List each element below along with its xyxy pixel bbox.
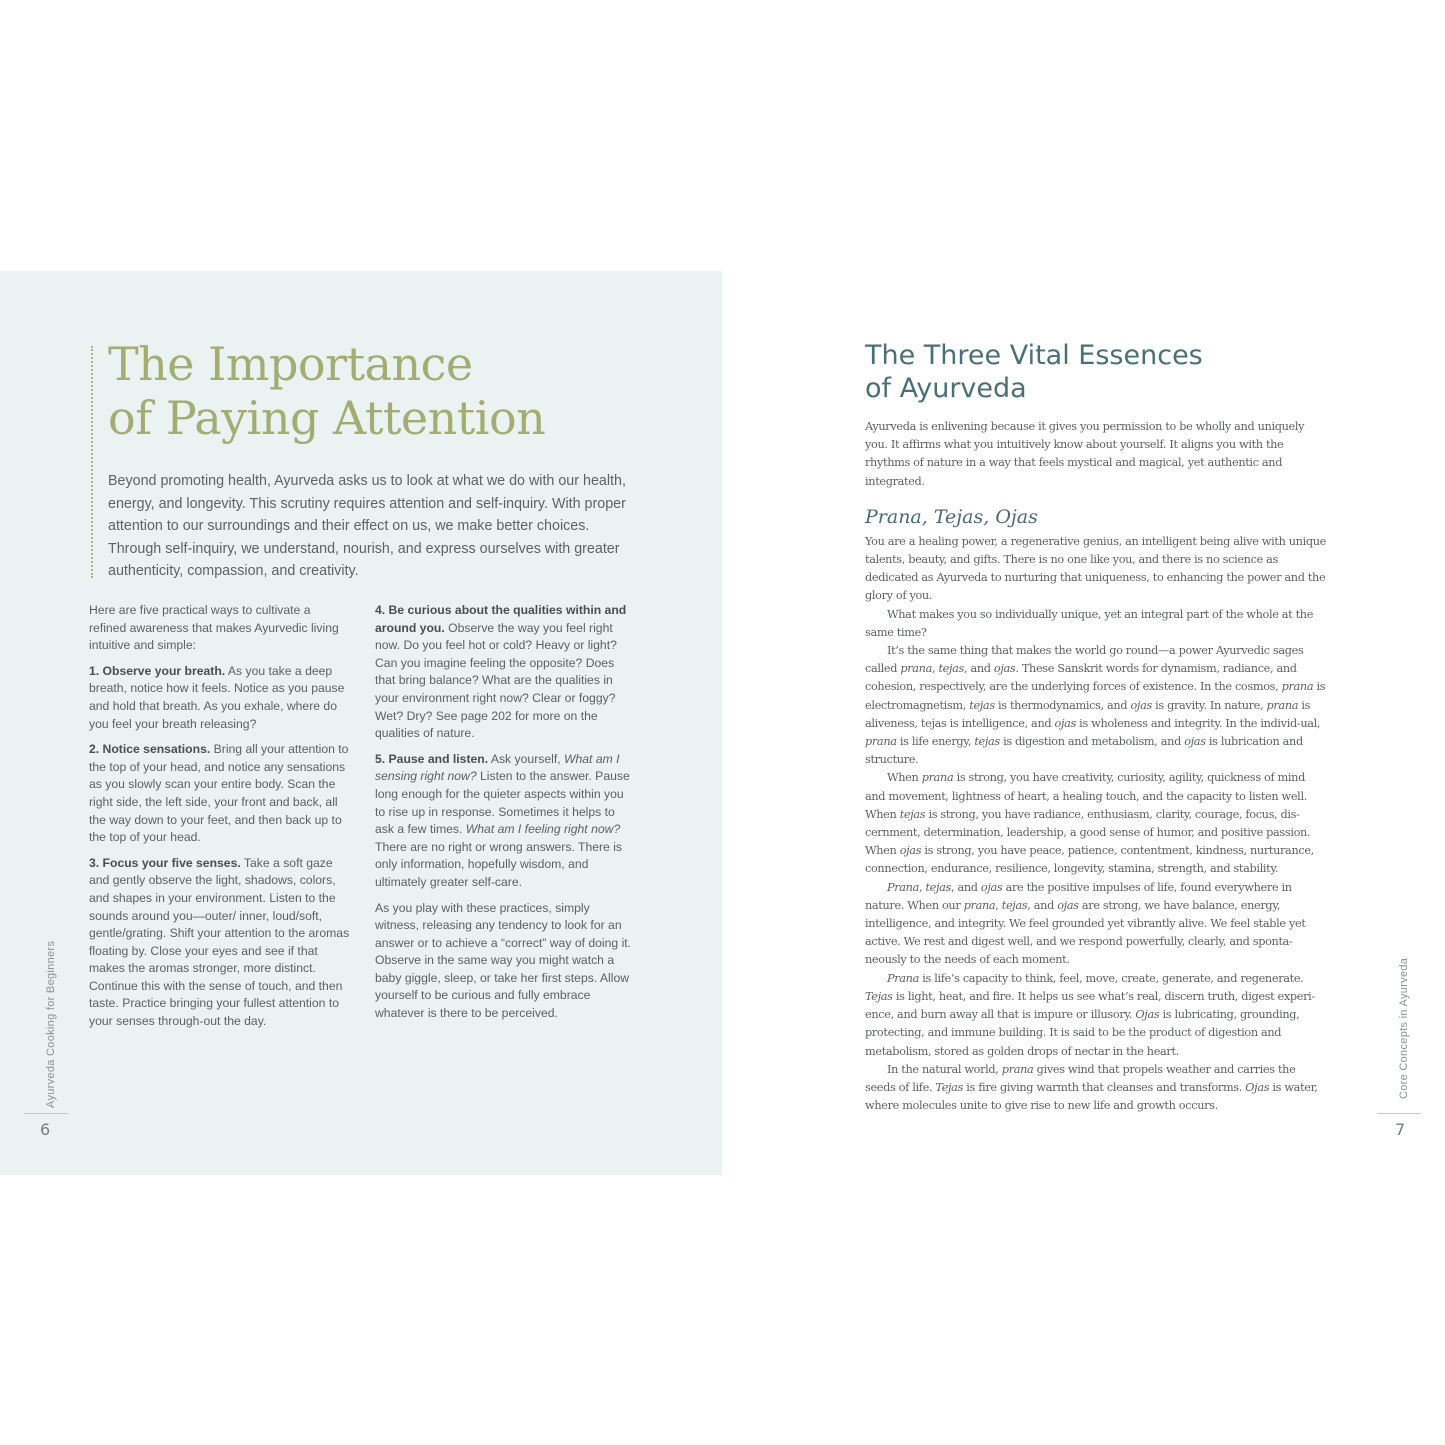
term-italic: tejas [899,807,926,821]
body-paragraph [865,879,1327,970]
term-italic: tejas [974,735,1000,749]
left-column-2 [375,602,637,1031]
term-italic: ojas [1057,898,1079,912]
item-text: There are no right or wrong answers. There is only information, hopefully wisdom, and ultimately greater self-care. [375,839,623,889]
text-run: is strong, you have radiance, enthusiasm, clarity, courage, focus, dis-cernment, determination, leadership, a good sense of humor, and positive passion. When [865,807,1311,858]
term-italic: prana [900,662,932,676]
running-head-left: Ayurveda Cooking for Beginners [45,940,57,1108]
term-italic: prana [865,735,897,749]
left-intro-paragraph: Beyond promoting health, Ayurveda asks us to look at what we do with our health, energy, and longevity. This scrutiny requires attention and self-inquiry. With proper attention to our surroundings and their effect on us, we make better choices. Through self-inquiry, we understand, nourish, and express ourselves with greater authenticity, compassion, and creativity. [108,473,626,580]
item-text: Observe the way you feel right now. Do you feel hot or cold? Heavy or light? Can you imagine feeling the opposite? Does that bring balance? What are the qualities in your environment right now? Clear or foggy? Wet? Dry? See page 202 for more on the qualities of nature. [375,620,617,741]
term-italic: ojas [1130,698,1152,712]
term-italic: prana [963,898,996,912]
text-run: is gravity. In nature, [1151,698,1267,712]
right-body [865,418,1327,1115]
term-italic: Ojas [1135,1008,1160,1022]
text-run: is lubrication and structure. [865,735,1303,767]
term-italic: Prana [887,971,919,985]
running-head-right: Core Concepts in Ayurveda [1398,957,1410,1099]
text-run: is wholeness and integrity. In the individ-ual, [1075,716,1321,730]
text-run: , and [1027,898,1058,912]
left-title-line-1: The Importance [108,337,473,391]
left-page-title [108,337,628,445]
text-run: In the natural world, [887,1062,1002,1076]
text-run: is thermodynamics, and [994,698,1131,712]
list-item [89,663,351,733]
term-italic: tejas [969,698,995,712]
term-italic: Tejas [935,1080,964,1094]
term-italic: tejas [925,880,951,894]
item-text: Listen to the answer. Pause long enough for the quieter aspects within you to rise up in response. Sometimes it helps to ask a few times. [375,769,630,837]
list-item [375,602,637,743]
list-item [375,751,637,892]
term-italic: prana [1266,698,1299,712]
closing-paragraph: As you play with these practices, simply witness, releasing any tendency to look for an answer or to achieve a “correct” way of doing it. Observe in the same way you might watch a baby giggle, sleep, or take her first steps. Allow yourself to be curious and fully embrace whatever is there to be perceived. [375,900,632,1021]
text-run: is strong, you have creativity, curiosity, agility, quickness of mind and movement, lightness of heart, a healing touch, and the capacity to listen well. When [865,771,1307,821]
text-run: are strong, we have balance, energy, intelligence, and integrity. We feel grounded yet vibrantly alive. We feel stable yet active. We rest and digest well, and we respond powerfully, clearly, and sponta-neously to the needs of each moment. [865,898,1306,967]
page-number-right: 7 [1395,1120,1406,1139]
book-spread [0,271,1445,1175]
body-paragraph [865,970,1327,1061]
text-run: gives wind that propels weather and carries the seeds of life. [865,1062,1296,1094]
right-page-title [865,339,1285,405]
left-column-1 [89,602,351,1039]
text-run: , [932,662,939,676]
text-run: is lubricating, grounding, protecting, and immune building. It is said to be the product of digestion and metabolism, stored as golden drops of nectar in the heart. [865,1008,1300,1058]
text-run: , [995,898,1002,912]
item-heading: 2. Notice sensations. [89,742,211,757]
right-intro-paragraph: Ayurveda is enlivening because it gives you permission to be wholly and uniquely you. It affirms what you intuitively know about yourself. It aligns you with the rhythms of nature in a way that feels mystical and magical, yet authentic and integrated. [865,420,1305,488]
body-paragraph [865,769,1327,878]
text-run: It’s the same thing that makes the world go round—a power Ayurvedic sages called [865,644,1304,676]
folio-rule-left [24,1113,68,1114]
item-text: As you take a deep breath, notice how it feels. Notice as you pause and hold that breath. As you exhale, where do you feel your breath releasing? [89,663,345,731]
text-run: is digestion and metabolism, and [999,735,1185,749]
folio-rule-right [1377,1113,1421,1114]
body-paragraph: What makes you so individually unique, yet an integral part of the whole at the same time? [865,607,1314,639]
item-heading: 4. Be curious about the qualities within and around you. [375,603,627,635]
text-run: is fire giving warmth that cleanses and transforms. [963,1080,1246,1094]
right-page [722,271,1445,1175]
term-italic: prana [1281,680,1314,694]
text-run: is electromagnetism, [865,680,1326,712]
item-text: Bring all your attention to the top of your head, and notice any sensations as you slowly scan your entire body. Scan the right side, the left side, your front and back, all the way down to your feet, and then back up to the top of your head. [89,742,349,845]
right-title-line-1: The Three Vital Essences [865,340,1203,371]
text-run: , and [964,662,994,676]
item-heading: 3. Focus your five senses. [89,855,241,870]
item-heading: 5. Pause and listen. [375,751,489,766]
term-italic: ojas [1184,735,1206,749]
text-run: When [887,771,922,785]
term-italic: Tejas [865,989,893,1003]
text-run: is life energy, [896,735,975,749]
text-run: is aliveness, tejas is intelligence, and [865,698,1311,730]
list-item [89,741,351,847]
page-number-left: 6 [40,1120,51,1139]
text-run: are the positive impulses of life, found everywhere in nature. When our [865,880,1292,912]
term-italic: tejas [1001,898,1028,912]
body-paragraph: You are a healing power, a regenerative genius, an intelligent being alive with unique talents, beauty, and gifts. There is no one like you, and there is no science as dedicated as Ayurveda to nurturing that uniqueness, to enhancing the power and the glory of you. [865,534,1327,603]
body-paragraph [865,1061,1327,1116]
text-run: , [919,880,926,894]
list-item [89,855,351,1031]
text-run: is water, where molecules unite to give rise to new life and growth occurs. [865,1080,1318,1113]
right-title-line-2: of Ayurveda [865,373,1027,404]
body-paragraph [865,642,1327,769]
term-italic: Ojas [1245,1080,1270,1094]
term-italic: ojas [993,662,1016,676]
lead-paragraph: Here are five practical ways to cultivate a refined awareness that makes Ayurvedic living intuitive and simple: [89,603,339,653]
term-italic: prana [1001,1062,1034,1076]
term-italic: ojas [980,880,1003,894]
text-run: is life’s capacity to think, feel, move, create, generate, and regenerate. [919,971,1304,985]
title-accent-rule [91,346,93,578]
section-subheading: Prana, Tejas, Ojas [865,505,1038,528]
item-text: Ask yourself, [488,751,564,766]
term-italic: ojas [1054,716,1076,730]
left-title-line-2: of Paying Attention [108,391,546,445]
term-italic: Prana [887,880,919,894]
item-text: Take a soft gaze and gently observe the light, shadows, colors, and shapes in your environment. Listen to the sounds around you—outer/ inner, loud/soft, gentle/grating. Shift your attention to the aromas floating by. Close your eyes and see if that makes the aromas stronger, more distinct. Continue this with the sense of touch, and then taste. Practice bringing your fullest attention to your senses through-out the day. [89,855,350,1029]
item-italic: What am I sensing right now? [375,751,620,784]
item-heading: 1. Observe your breath. [89,663,226,678]
text-run: , and [951,880,981,894]
text-run: is strong, you have peace, patience, contentment, kindness, nurturance, connection, endurance, resilience, longevity, stamina, strength, and stability. [865,844,1314,876]
term-italic: tejas [938,662,964,676]
left-page [0,271,722,1175]
term-italic: ojas [899,844,922,858]
text-run: . These Sanskrit words for dynamism, radiance, and cohesion, respectively, are the underlying forces of existence. In the cosmos, [865,662,1297,694]
term-italic: prana [921,771,954,785]
item-italic: What am I feeling right now? [465,822,621,837]
text-run: is light, heat, and fire. It helps us see what’s real, discern truth, digest experi-ence, and burn away all that is impure or illusory. [865,989,1315,1022]
